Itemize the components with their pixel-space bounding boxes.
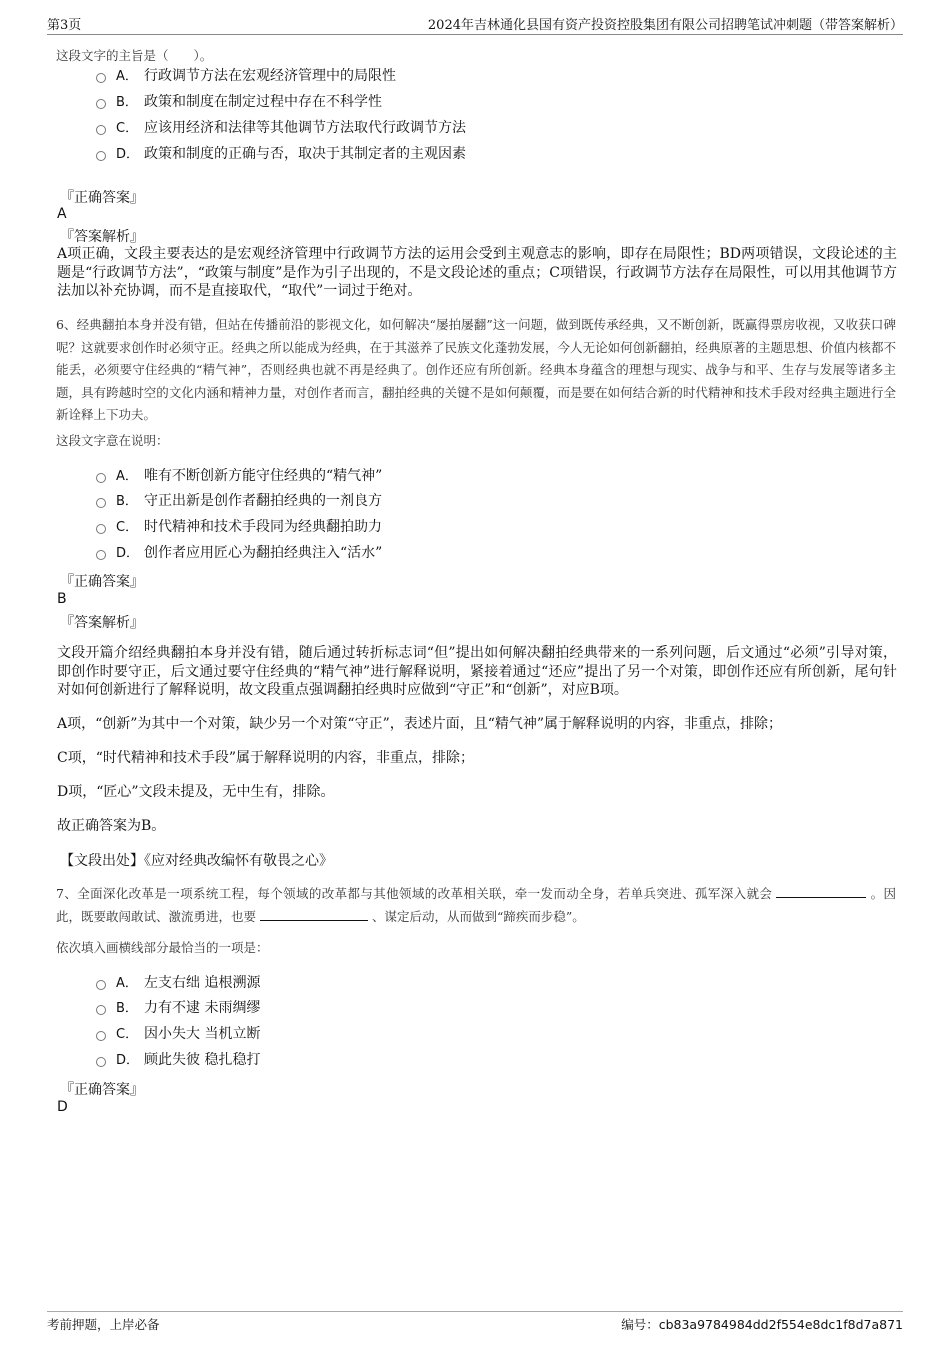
q5-analysis: A项正确，文段主要表达的是宏观经济管理中行政调节方法的运用会受到主观意志的影响，即存在局限性；BD两项错误，文段论述的主题是“行政调节方法”，“政策与制度”是作为引子出现的，不是文段论述的重点；C项错误，行政调节方法存在局限性，可以用其他调节方法加以补充协调，而不是直接取代，“取代”一词过于绝对。	[57, 246, 897, 299]
radio-icon[interactable]	[96, 1031, 106, 1041]
radio-icon[interactable]	[96, 99, 106, 109]
q5-option-b[interactable]: B． 政策和制度在制定过程中存在不科学性	[96, 92, 382, 112]
q6-stem: 这段文字意在说明：	[56, 433, 169, 448]
q7-passage: 7、全面深化改革是一项系统工程，每个领域的改革都与其他领域的改革相关联，牵一发而动全身，若单兵突进、孤军深入就会 。因此，既要敢闯敢试、激流勇进，也要 、谋定后动，从而做到“蹄疾而步稳”。	[56, 886, 896, 924]
q7-option-b[interactable]: B． 力有不逮 未雨绸缪	[96, 998, 260, 1018]
q6-passage: 6、经典翻拍本身并没有错，但站在传播前沿的影视文化，如何解决“屡拍屡翻”这一问题，做到既传承经典，又不断创新，既赢得票房收视，又收获口碑呢？这就要求创作时必须守正。经典之所以能成为经典，在于其滋养了民族文化蓬勃发展，今人无论如何创新翻拍，经典原著的主题思想、价值内核都不能丢，必须要守住经典的“精气神”，否则经典也就不再是经典了。创作还应有所创新。经典本身蕴含的理想与现实、战争与和平、生存与发展等诸多主题，具有跨越时空的文化内涵和精神力量，对创作者而言，翻拍经典的关键不是如何颠覆，而是要在如何结合新的时代精神和技术手段对经典主题进行全新诠释上下功夫。	[56, 317, 896, 422]
q6-option-a[interactable]: A． 唯有不断创新方能守住经典的“精气神”	[96, 466, 382, 486]
q5-answer: A	[57, 206, 67, 222]
q6-option-d[interactable]: D． 创作者应用匠心为翻拍经典注入“活水”	[96, 543, 382, 563]
q6-answer-label: 『正确答案』	[60, 574, 144, 590]
q6-analysis-para-1: 文段开篇介绍经典翻拍本身并没有错，随后通过转折标志词“但”提出如何解决翻拍经典带来的一系列问题，后文通过“必须”引导对策，即创作时要守正，后文通过要守住经典的“精气神”进行解释说明，紧接着通过“还应”提出了另一个对策，即创作还应有所创新，尾句针对如何创新进行了解释说明，故文段重点强调翻拍经典时应做到“守正”和“创新”，对应B项。	[57, 645, 897, 698]
q6-analysis-para-5: 故正确答案为B。	[57, 818, 166, 834]
q6-analysis-para-3: C项，“时代精神和技术手段”属于解释说明的内容，非重点，排除；	[57, 750, 475, 766]
q6-analysis-para-2: A项，“创新”为其中一个对策，缺少另一个对策“守正”，表述片面，且“精气神”属于解释说明的内容，非重点，排除；	[57, 716, 783, 732]
q5-analysis-label: 『答案解析』	[60, 229, 144, 245]
document-title: 2024年吉林通化县国有资产投资控股集团有限公司招聘笔试冲刺题（带答案解析）	[427, 18, 903, 33]
q5-option-d[interactable]: D． 政策和制度的正确与否，取决于其制定者的主观因素	[96, 144, 466, 164]
q5-stem: 这段文字的主旨是（ ）。	[56, 48, 213, 63]
radio-icon[interactable]	[96, 550, 106, 560]
q7-option-c[interactable]: C． 因小失大 当机立断	[96, 1024, 260, 1044]
radio-icon[interactable]	[96, 1005, 106, 1015]
radio-icon[interactable]	[96, 73, 106, 83]
radio-icon[interactable]	[96, 980, 106, 990]
radio-icon[interactable]	[96, 125, 106, 135]
q7-stem: 依次填入画横线部分最恰当的一项是：	[56, 940, 269, 955]
footer-slogan: 考前押题，上岸必备	[47, 1317, 160, 1332]
q6-answer: B	[57, 591, 67, 607]
radio-icon[interactable]	[96, 473, 106, 483]
document-code: 编号：cb83a9784984dd2f554e8dc1f8d7a871	[621, 1317, 903, 1332]
q5-answer-label: 『正确答案』	[60, 190, 144, 206]
q5-option-a[interactable]: A． 行政调节方法在宏观经济管理中的局限性	[96, 66, 396, 86]
q7-answer: D	[57, 1099, 68, 1115]
fill-blank-2	[260, 908, 368, 921]
q7-option-a[interactable]: A． 左支右绌 追根溯源	[96, 973, 260, 993]
q7-answer-label: 『正确答案』	[60, 1082, 144, 1098]
radio-icon[interactable]	[96, 524, 106, 534]
q6-option-b[interactable]: B． 守正出新是创作者翻拍经典的一剂良方	[96, 491, 382, 511]
radio-icon[interactable]	[96, 151, 106, 161]
radio-icon[interactable]	[96, 498, 106, 508]
q6-analysis-label: 『答案解析』	[60, 615, 144, 631]
page-header	[47, 14, 903, 35]
page-number: 第3页	[47, 18, 82, 33]
q5-option-c[interactable]: C． 应该用经济和法律等其他调节方法取代行政调节方法	[96, 118, 466, 138]
q6-analysis-para-4: D项，“匠心”文段未提及，无中生有，排除。	[57, 784, 335, 800]
q7-option-d[interactable]: D． 顾此失彼 稳扎稳打	[96, 1050, 260, 1070]
radio-icon[interactable]	[96, 1057, 106, 1067]
page-footer	[47, 1311, 903, 1334]
q6-source: 【文段出处】《应对经典改编怀有敬畏之心》	[60, 853, 333, 869]
q6-option-c[interactable]: C． 时代精神和技术手段同为经典翻拍助力	[96, 517, 382, 537]
fill-blank-1	[776, 885, 866, 898]
